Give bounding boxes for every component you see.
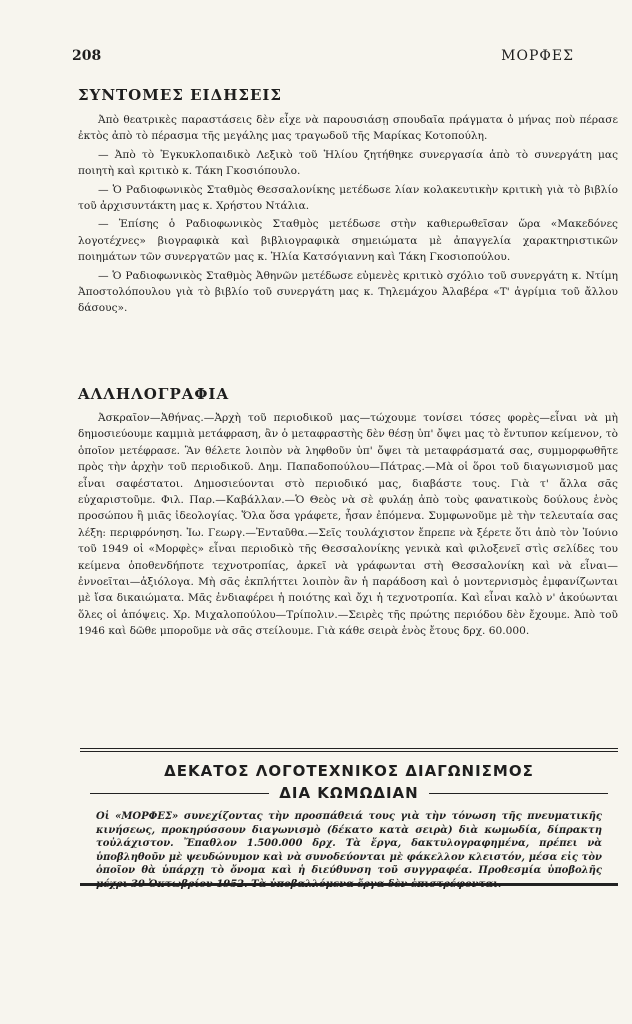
correspondence-section — [78, 410, 618, 642]
news-paragraph: — Ὁ Ραδιοφωνικὸς Σταθμὸς Θεσσαλονίκης μετέδωσε λίαν κολακευτικὴν κριτικὴ γιὰ τὸ βιβλίο τοῦ ἀρχισυντάκτη μας κ. Χρήστου Ντάλια. — [78, 183, 618, 213]
page-number: 208 — [72, 48, 102, 64]
publication-name: ΜΟΡΦΕΣ — [501, 48, 574, 64]
news-paragraph: Ἀπὸ θεατρικὲς παραστάσεις δὲν εἶχε νὰ παρουσιάσῃ σπουδαῖα πράγματα ὁ μήνας ποὺ πέρασε ἐκτὸς ἀπὸ τὸ πέρασμα τῆς μεγάλης μας τραγωδοῦ τῆς Μαρίκας Κοτοπούλη. — [78, 114, 618, 143]
divider — [429, 793, 608, 794]
correspondence-section-title: ΑΛΛΗΛΟΓΡΑΦΙΑ — [78, 385, 230, 403]
divider — [90, 793, 269, 794]
news-section — [78, 112, 618, 319]
competition-subtitle-row — [80, 784, 618, 802]
competition-text: Οἱ «ΜΟΡΦΕΣ» συνεχίζοντας τὴν προσπάθειά τους γιὰ τὴν τόνωση τῆς πνευματικῆς κινήσεως, προκηρύσσουν διαγωνισμὸ (δέκατο κατὰ σειρὰ) διὰ κωμωδία, δίπρακτη τοὐλάχιστον. Ἔπαθλον 1.500.000 δρχ. Τὰ ἔργα, δακτυλογραφημένα, πρέπει νὰ ὑποβληθοῦν μὲ ψευδώνυμον καὶ νὰ συνοδεύονται μὲ φάκελλον κλειστόν, μέσα εἰς τὸν ὁποῖον θὰ ὑπάρχῃ τὸ ὄνομα καὶ ἡ διεύθυνση τοῦ συγγραφέα. Προθεσμία ὑποβολῆς μέχρι 30 Ὀκτωβρίου 1952. Τὰ ὑποβαλλόμενα ἔργα δὲν ἐπιστρέφονται. — [96, 811, 602, 890]
news-paragraph: — Ἀπὸ τὸ Ἐγκυκλοπαιδικὸ Λεξικὸ τοῦ Ἡλίου ζητήθηκε συνεργασία ἀπὸ τὸ συνεργάτη μας ποιητὴ καὶ κριτικὸ κ. Τάκη Γκοσιόπουλο. — [78, 148, 618, 178]
news-paragraph: — Ὁ Ραδιοφωνικὸς Σταθμὸς Ἀθηνῶν μετέδωσε εὐμενὲς κριτικὸ σχόλιο τοῦ συνεργάτη κ. Ντίμη Ἀποστολόπουλου γιὰ τὸ βιβλίο τοῦ συνεργάτη μας κ. Τηλεμάχου Ἀλαβέρα «Τ' ἀγρίμια τοῦ ἄλλου δάσους». — [78, 269, 618, 315]
news-paragraph: — Ἐπίσης ὁ Ραδιοφωνικὸς Σταθμὸς μετέδωσε στὴν καθιερωθεῖσαν ὥρα «Μακεδόνες λογοτέχνες» βιογραφικὰ καὶ βιβλιογραφικὰ σημειώματα μὲ ἀπαγγελία χαρακτηριστικῶν ποιημάτων τῶν συνεργατῶν μας κ. Ἠλία Κατσόγιαννη καὶ Τάκη Γκοσιοπούλου. — [78, 218, 618, 264]
competition-title: ΔΕΚΑΤΟΣ ΛΟΓΟΤΕΧΝΙΚΟΣ ΔΙΑΓΩΝΙΣΜΟΣ — [164, 762, 534, 780]
news-section-title: ΣΥΝΤΟΜΕΣ ΕΙΔΗΣΕΙΣ — [78, 86, 283, 104]
page-header — [72, 48, 574, 70]
correspondence-paragraph: Ἀσκραῖον—Ἀθήνας.—Ἀρχὴ τοῦ περιοδικοῦ μας—τώχουμε τονίσει τόσες φορὲς—εἶναι νὰ μὴ δημοσιεύουμε καμμιὰ μετάφραση, ἂν ὁ μεταφραστὴς δὲν θέσῃ ὑπ' ὄψει μας τὸ ἔντυπον κείμενον, τὸ ὁποῖον μετέφρασε. Ἂν θέλετε λοιπὸν νὰ ληφθοῦν ὑπ' ὄψει τὰ μεταφράσματά σας, συμμορφωθῆτε πρὸς τὴν ἀρχὴν τοῦ περιοδικοῦ. Δημ. Παπαδοπούλου—Πάτρας.—Μὰ οἱ ὅροι τοῦ διαγωνισμοῦ μας εἶναι σαφέστατοι. Δημοσιεύονται στὸ περιοδικό μας, διαβάστε τους. Γιὰ τ' ἄλλα σᾶς εὐχαριστοῦμε. Φιλ. Παρ.—Καβάλλαν.—Ὁ Θεὸς νὰ σὲ φυλάῃ ἀπὸ τοὺς φανατικοὺς δούλους ἑνὸς προσώπου ἢ μιᾶς ἰδεολογίας. Ὅλα ὅσα γράφετε, ἦσαν ἐπόμενα. Συμφωνοῦμε μὲ τὴν τελευταία σας λέξη: περιφρόνηση. Ἰω. Γεωργ.—Ἐνταῦθα.—Σεῖς τουλάχιστον ἔπρεπε νὰ ξέρετε ὅτι ἀπὸ τὸν Ἰούνιο τοῦ 1949 οἱ «Μορφὲς» εἶναι περιοδικὸ τῆς Θεσσαλονίκης γενικὰ καὶ φιλοξενεῖ στὶς σελίδες του κείμενα ὁποθενδήποτε τεχνοτροπίας, ἀρκεῖ νὰ γράφωνται στὴ Θεσσαλονίκη καὶ νὰ εἶναι—ἐννοεῖται—ἀξιόλογα. Μὴ σᾶς ἐκπλήττει λοιπὸν ἂν ἡ παράδοση καὶ ὁ μοντερνισμὸς ἐμφανίζωνται μὲ ἴσα δικαιώματα. Μᾶς ἐνδιαφέρει ἡ ποιότης καὶ ὄχι ἡ τεχνοτροπία. Καὶ εἶναι καλὸ ν' ἀκούωνται ὅλες οἱ ἀπόψεις. Χρ. Μιχαλοπούλου—Τρίπολιν.—Σειρὲς τῆς πρώτης περιόδου δὲν ἔχουμε. Ἀπὸ τοῦ 1946 καὶ δῶθε μποροῦμε νὰ σᾶς στείλουμε. Γιὰ κάθε σειρὰ ἑνὸς ἔτους δρχ. 60.000. — [78, 412, 618, 638]
competition-subtitle: ΔΙΑ ΚΩΜΩΔΙΑΝ — [279, 784, 419, 802]
competition-announcement-box — [80, 748, 618, 890]
